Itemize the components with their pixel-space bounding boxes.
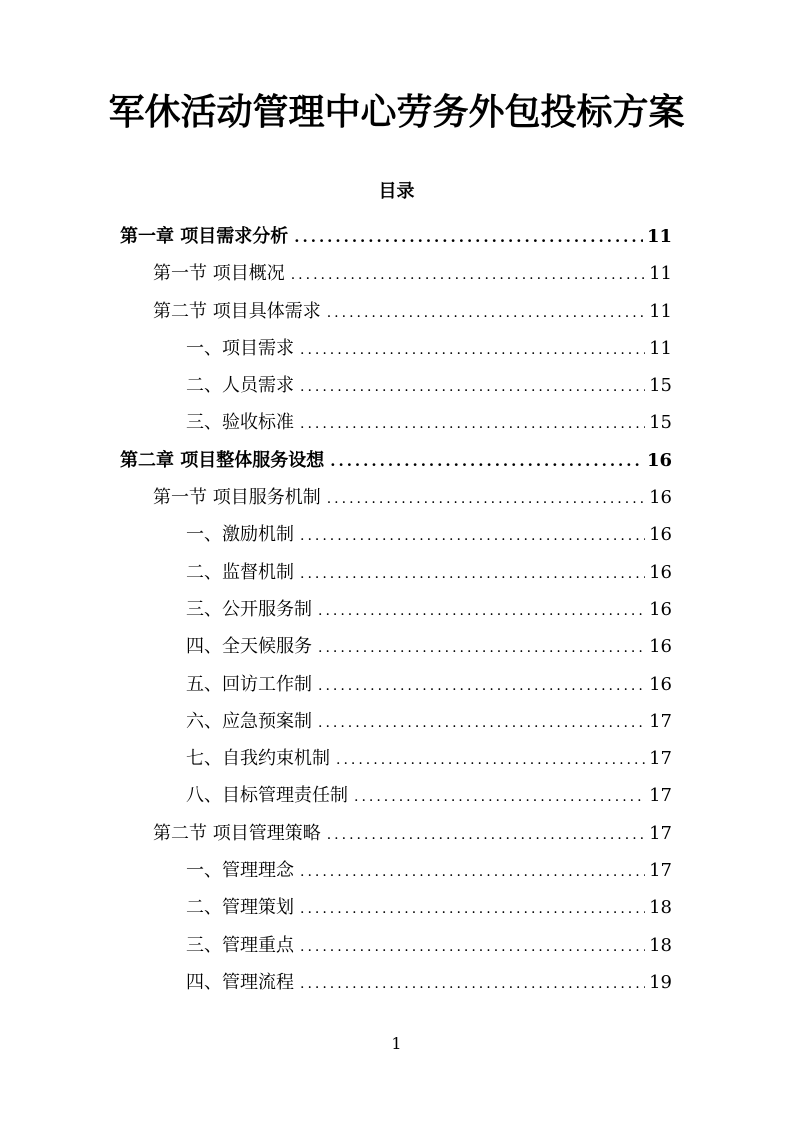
toc-entry-label: 第二章 项目整体服务设想: [120, 449, 325, 471]
toc-entry-label: 三、公开服务制: [186, 598, 312, 620]
toc-entry-page: 16: [649, 636, 672, 658]
toc-entry[interactable]: [120, 740, 672, 777]
toc-entry[interactable]: [120, 815, 672, 852]
toc-entry-label: 第二节 项目具体需求: [153, 300, 321, 322]
toc-dot-leader: [300, 556, 645, 593]
toc-entry-page: 16: [649, 598, 672, 620]
toc-entry-page: 17: [649, 748, 672, 770]
toc-entry-page: 11: [649, 300, 672, 322]
toc-entry-label: 六、应急预案制: [186, 710, 312, 732]
toc-entry-label: 第一节 项目服务机制: [153, 487, 321, 509]
toc-entry-page: 11: [649, 263, 672, 285]
toc-dot-leader: [354, 779, 645, 816]
toc-dot-leader: [300, 966, 645, 1003]
toc-dot-leader: [318, 668, 645, 705]
toc-entry-label: 第二节 项目管理策略: [153, 822, 321, 844]
toc-entry-page: 16: [649, 487, 672, 509]
toc-entry[interactable]: [120, 218, 672, 255]
toc-entry[interactable]: [120, 442, 672, 479]
toc-dot-leader: [300, 332, 645, 369]
toc-dot-leader: [330, 443, 643, 480]
toc-entry-label: 二、人员需求: [186, 375, 294, 397]
toc-entry-page: 18: [649, 934, 672, 956]
toc-dot-leader: [300, 854, 645, 891]
toc-entry[interactable]: [120, 293, 672, 330]
toc-entry-page: 16: [649, 673, 672, 695]
toc-heading: 目录: [378, 181, 415, 202]
toc-entry[interactable]: [120, 255, 672, 292]
toc-entry-label: 一、管理理念: [186, 860, 294, 882]
toc-entry[interactable]: [120, 367, 672, 404]
toc-dot-leader: [318, 705, 645, 742]
toc-entry-page: 16: [646, 449, 672, 471]
toc-entry[interactable]: [120, 964, 672, 1001]
toc-entry[interactable]: [120, 554, 672, 591]
toc-entry[interactable]: [120, 927, 672, 964]
toc-entry[interactable]: [120, 330, 672, 367]
toc-entry-page: 17: [649, 822, 672, 844]
toc-entry-page: 19: [649, 971, 672, 993]
toc-entry-page: 17: [649, 785, 672, 807]
toc-dot-leader: [318, 593, 645, 630]
toc-entry-label: 二、监督机制: [186, 561, 294, 583]
toc-entry[interactable]: [120, 777, 672, 814]
toc-entry-page: 16: [649, 524, 672, 546]
toc-entry[interactable]: [120, 703, 672, 740]
toc-entry-label: 二、管理策划: [186, 897, 294, 919]
toc-dot-leader: [327, 481, 645, 518]
toc-entry-label: 五、回访工作制: [186, 673, 312, 695]
toc-entry[interactable]: [120, 889, 672, 926]
toc-dot-leader: [291, 257, 645, 294]
toc-entry-page: 16: [649, 561, 672, 583]
toc-entry-page: 11: [649, 337, 672, 359]
toc-entry-label: 第一节 项目概况: [153, 263, 285, 285]
toc-entry-label: 第一章 项目需求分析: [120, 226, 289, 247]
toc-entry-page: 15: [649, 412, 672, 434]
toc-entry-label: 七、自我约束机制: [186, 748, 330, 770]
toc-dot-leader: [318, 630, 645, 667]
toc-entry-page: 17: [649, 860, 672, 882]
toc-entry-label: 三、验收标准: [186, 412, 294, 434]
toc-entry-label: 四、全天候服务: [186, 636, 312, 658]
toc-entry-page: 18: [649, 897, 672, 919]
toc-entry[interactable]: [120, 404, 672, 441]
toc-entry-label: 一、激励机制: [186, 524, 294, 546]
toc-entry[interactable]: [120, 591, 672, 628]
toc-entry-label: 三、管理重点: [186, 934, 294, 956]
document-title: 军休活动管理中心劳务外包投标方案: [108, 92, 685, 133]
toc-dot-leader: [300, 891, 645, 928]
toc-dot-leader: [300, 369, 645, 406]
table-of-contents: [120, 218, 672, 1001]
toc-entry[interactable]: [120, 516, 672, 553]
toc-entry[interactable]: [120, 666, 672, 703]
page-number: 1: [391, 1034, 402, 1053]
toc-entry-label: 八、目标管理责任制: [186, 785, 348, 807]
toc-dot-leader: [300, 406, 645, 443]
toc-entry-page: 11: [646, 226, 672, 247]
toc-entry-page: 17: [649, 710, 672, 732]
toc-dot-leader: [300, 518, 645, 555]
toc-dot-leader: [327, 817, 645, 854]
toc-dot-leader: [336, 742, 645, 779]
toc-entry[interactable]: [120, 479, 672, 516]
toc-entry-page: 15: [649, 375, 672, 397]
toc-dot-leader: [294, 219, 643, 256]
toc-dot-leader: [300, 929, 645, 966]
toc-entry-label: 一、项目需求: [186, 337, 294, 359]
toc-entry[interactable]: [120, 852, 672, 889]
toc-entry-label: 四、管理流程: [186, 971, 294, 993]
toc-entry[interactable]: [120, 628, 672, 665]
toc-dot-leader: [327, 295, 645, 332]
